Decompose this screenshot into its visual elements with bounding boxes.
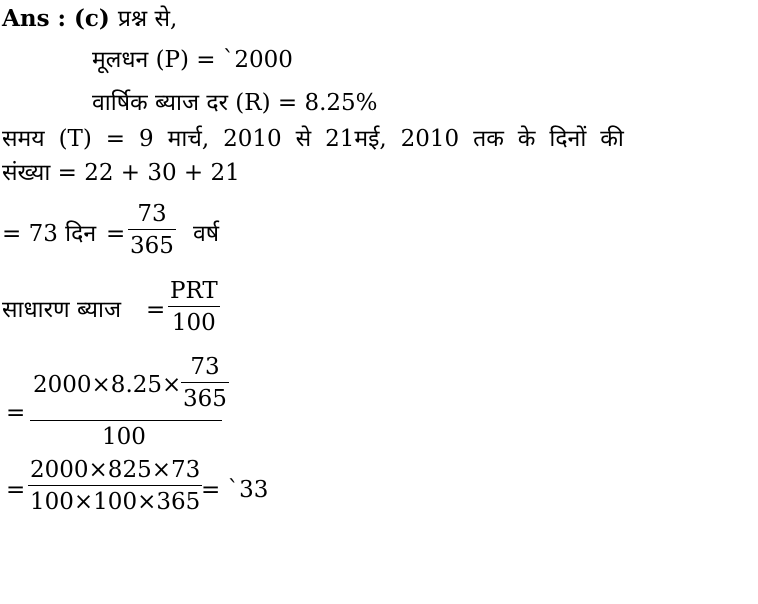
step1-denominator: 100 — [102, 424, 146, 450]
step1-equals: = — [6, 400, 26, 426]
step1-inner-fraction: 73 365 — [183, 354, 227, 413]
formula-fraction: PRT 100 — [170, 278, 218, 337]
days-equals: = — [106, 221, 126, 247]
formula-label: साधारण ब्याज — [2, 297, 122, 323]
days-prefix: = 73 दिन — [2, 221, 97, 247]
step1-numerator: 2000×8.25× 73 365 — [33, 354, 227, 413]
step2-fraction: 2000×825×73 100×100×365 — [30, 457, 201, 516]
answer-label: Ans : (c) प्रश्न से, — [2, 5, 178, 32]
answer-intro: प्रश्न से, — [117, 6, 178, 32]
days-suffix: वर्ष — [193, 221, 220, 247]
formula-equals: = — [146, 297, 166, 323]
days-count-line: संख्या = 22 + 30 + 21 — [2, 160, 240, 186]
step2-result: = `33 — [201, 477, 269, 503]
rate-line: वार्षिक ब्याज दर (R) = 8.25% — [92, 90, 378, 116]
principal-line: मूलधन (P) = `2000 — [92, 47, 293, 73]
step2-equals: = — [6, 477, 26, 503]
days-fraction: 73 365 — [130, 201, 174, 260]
time-line: समय (T) = 9 मार्च, 2010 से 21मई, 2010 तक के दिनों की — [2, 126, 624, 152]
step1-bar — [30, 420, 222, 421]
